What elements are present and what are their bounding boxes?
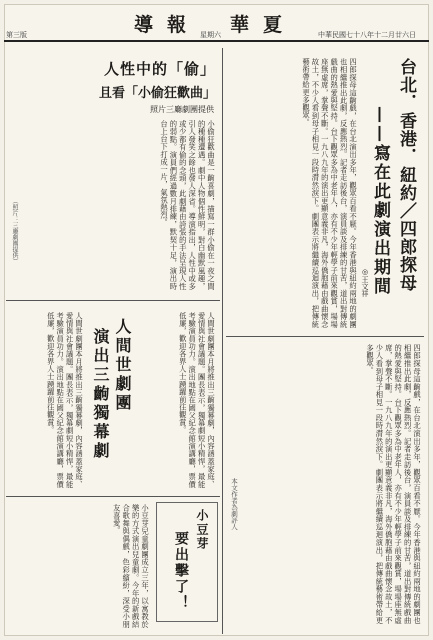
article-xiaotou-headline: 人性中的「偷」 xyxy=(103,60,216,78)
masthead-title-huaxia: 華夏 xyxy=(230,14,297,36)
masthead xyxy=(4,4,429,44)
article-silang-byline: ◎王文祥 xyxy=(361,268,369,297)
article-xiaotou xyxy=(6,48,220,296)
newspaper-page xyxy=(4,4,429,636)
article-silang-headline: 台北．香港．紐約／四郎探母 xyxy=(396,58,416,292)
article-silang-body-top: 四郎探母這齣戲，在台北演出多年，觀眾百看不厭。今年香港與紐約兩地的劇團也相繼推出此劇，反應熱烈。記者走訪後台，演員談及排練的甘苦，道出對傳統戲曲的熱愛與堅持。台下觀眾多為中老年人，亦有不少年輕學子前來觀賞，場場座無虛席，掌聲不斷。一九八九年的演出更顯意義非凡，海外僑胞藉由戲曲懷念故土，不少人看到母子相見一段時潸然淚下。劇團表示將繼續巡迴演出，把傳統藝術帶給更多觀眾。 xyxy=(301,58,358,328)
article-renjian xyxy=(6,304,220,492)
masthead-section: 第三版 xyxy=(6,31,27,39)
article-xiaodouya xyxy=(6,500,220,634)
article-xiaodouya-headline-box xyxy=(156,502,218,622)
article-renjian-headline: 人間世劇團 xyxy=(113,318,132,413)
article-xiaodouya-body: 小豆芽兒童劇團成立三年，以寓教於樂的方式演出兒童劇。今年的新戲結合歌舞與偶戲，色彩繽紛，深受小朋友喜愛。 xyxy=(112,504,150,628)
column-divider xyxy=(222,48,223,634)
divider xyxy=(6,496,220,497)
article-xiaodouya-subheadline: 要出擊了！ xyxy=(173,531,189,611)
divider xyxy=(6,300,220,301)
divider xyxy=(226,336,424,337)
article-xiaotou-body: 小偷狂歡曲是一齣喜劇，描寫一群小偷在一夜之間的種種遭遇。劇中人物個性鮮明，對白幽默風趣，引人發笑之餘也發人深省。導演指出，人性中或多或少都有偷的念頭，此劇藉由誇張的手法呈現人性的弱點。演員們經過數月排練，默契十足，演出時台上台下打成一片，氣氛熱烈。 xyxy=(159,120,216,290)
article-silang-body-bottom: 四郎探母這齣戲，在台北演出多年，觀眾百看不厭。今年香港與紐約兩地的劇團也相繼推出此劇，反應熱烈。記者走訪後台，演員談及排練的甘苦，道出對傳統戲曲的熱愛與堅持。台下觀眾多為中老年人，亦有不少年輕學子前來觀賞，場場座無虛席，掌聲不斷。一九八九年的演出更顯意義非凡，海外僑胞藉由戲曲懷念故土，不少人看到母子相見一段時潸然淚下。劇團表示將繼續巡迴演出，把傳統藝術帶給更多觀眾。 xyxy=(365,344,422,624)
article-silang xyxy=(226,48,424,634)
article-xiaotou-credit: 照片三廳劇團提供 xyxy=(150,105,214,114)
masthead-date: 中華民國七十八年十二月廿六日 xyxy=(318,31,416,39)
article-xiaotou-subheadline: 且看「小偷狂歡曲」 xyxy=(98,86,216,101)
article-renjian-subheadline: 演出三齣獨幕劇 xyxy=(91,328,110,461)
article-silang-subheadline: ——寫在此劇演出期間 xyxy=(370,106,390,296)
article-renjian-body-right: 人間世劇團本月將推出三齣獨幕劇，內容涵蓋家庭、愛情與社會議題。團長表示，獨幕劇短小精悍，最能考驗演員功力。演出地點在國父紀念館演講廳，票價低廉，歡迎各界人士踴躍前往觀賞。 xyxy=(178,312,216,488)
article-renjian-body-left: 人間世劇團本月將推出三齣獨幕劇，內容涵蓋家庭、愛情與社會議題。團長表示，獨幕劇短小精悍，最能考驗演員功力。演出地點在國父紀念館演講廳，票價低廉，歡迎各界人士踴躍前往觀賞。 xyxy=(46,312,84,488)
article-xiaodouya-headline: 小豆芽 xyxy=(195,509,209,551)
masthead-issue: 星期六 xyxy=(200,31,221,39)
article-silang-note: 本文作者為劇評人 xyxy=(230,478,238,530)
article-xiaotou-photo-caption: （照片：三廳劇團提供） xyxy=(11,198,18,264)
masthead-rule xyxy=(4,40,429,42)
masthead-title-daobao: 導報 xyxy=(134,14,201,36)
